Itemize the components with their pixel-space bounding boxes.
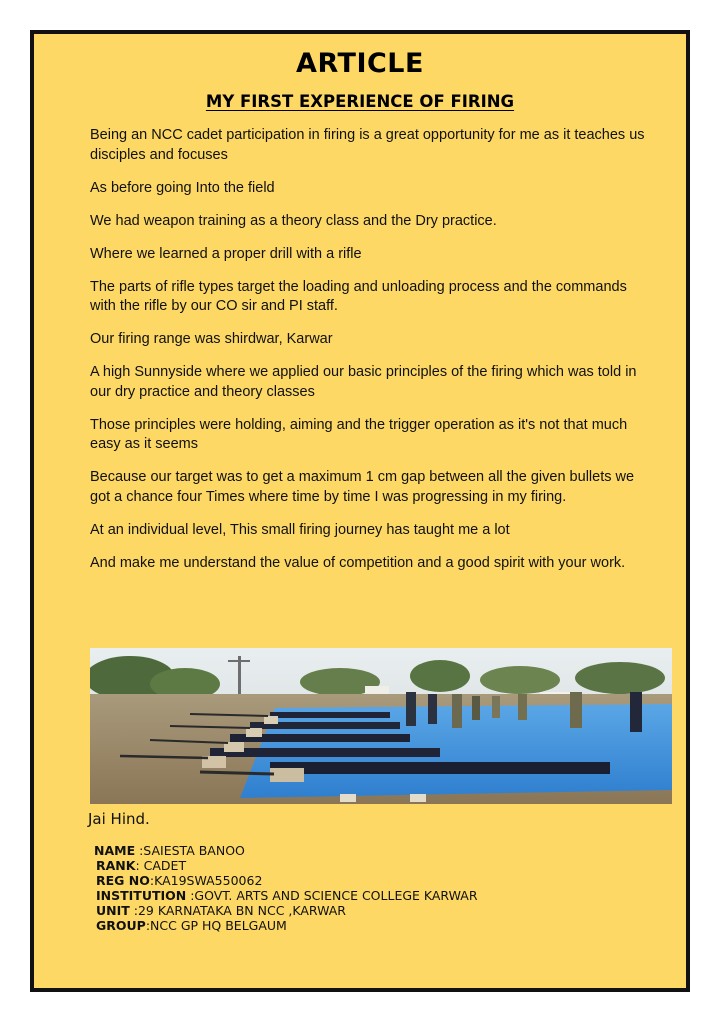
- firing-range-photo: [90, 648, 672, 804]
- paragraph: A high Sunnyside where we applied our basic principles of the firing which was told in our dry practice and theory classes: [90, 364, 637, 400]
- name-label: NAME: [94, 843, 136, 858]
- institution-value: :GOVT. ARTS AND SCIENCE COLLEGE KARWAR: [186, 888, 478, 903]
- article-body: [90, 126, 650, 587]
- reg-label: REG NO: [96, 873, 150, 888]
- unit-row: [96, 903, 478, 918]
- group-row: [96, 918, 478, 933]
- institution-row: [96, 888, 478, 903]
- rank-row: [96, 858, 478, 873]
- group-value: :NCC GP HQ BELGAUM: [145, 918, 287, 933]
- reg-row: [96, 873, 478, 888]
- paragraph: Because our target was to get a maximum 1 cm gap between all the given bullets we got a chance four Times where time by time I was progressing in my firing.: [90, 469, 635, 505]
- name-value: :SAIESTA BANOO: [135, 843, 245, 858]
- group-label: GROUP: [96, 918, 146, 933]
- paragraph: Being an NCC cadet participation in firing is a great opportunity for me as it teaches us disciples and focuses: [90, 127, 645, 163]
- paragraph: Those principles were holding, aiming and the trigger operation as it's not that much easy as it seems: [90, 416, 628, 452]
- article-subtitle: MY FIRST EXPERIENCE OF FIRING: [205, 92, 515, 111]
- cadet-details: [96, 843, 478, 933]
- reg-value: :KA19SWA550062: [149, 873, 263, 888]
- page-title: ARTICLE: [296, 48, 424, 79]
- institution-label: INSTITUTION: [96, 888, 187, 903]
- unit-label: UNIT: [96, 903, 130, 918]
- paragraph: At an individual level, This small firing journey has taught me a lot: [90, 521, 510, 538]
- paragraph: And make me understand the value of competition and a good spirit with your work.: [90, 554, 626, 571]
- rank-value: : CADET: [135, 858, 187, 873]
- unit-value: :29 KARNATAKA BN NCC ,KARWAR: [129, 903, 346, 918]
- closing-salutation: Jai Hind.: [88, 810, 150, 828]
- paragraph: As before going Into the field: [90, 179, 275, 196]
- paragraph: The parts of rifle types target the loading and unloading process and the commands with the rifle by our CO sir and PI staff.: [90, 278, 627, 314]
- article-page: [30, 30, 690, 992]
- paragraph: We had weapon training as a theory class and the Dry practice.: [90, 212, 497, 229]
- paragraph: Where we learned a proper drill with a rifle: [90, 245, 362, 262]
- name-row: [94, 843, 478, 858]
- rank-label: RANK: [96, 858, 136, 873]
- paragraph: Our firing range was shirdwar, Karwar: [90, 331, 333, 347]
